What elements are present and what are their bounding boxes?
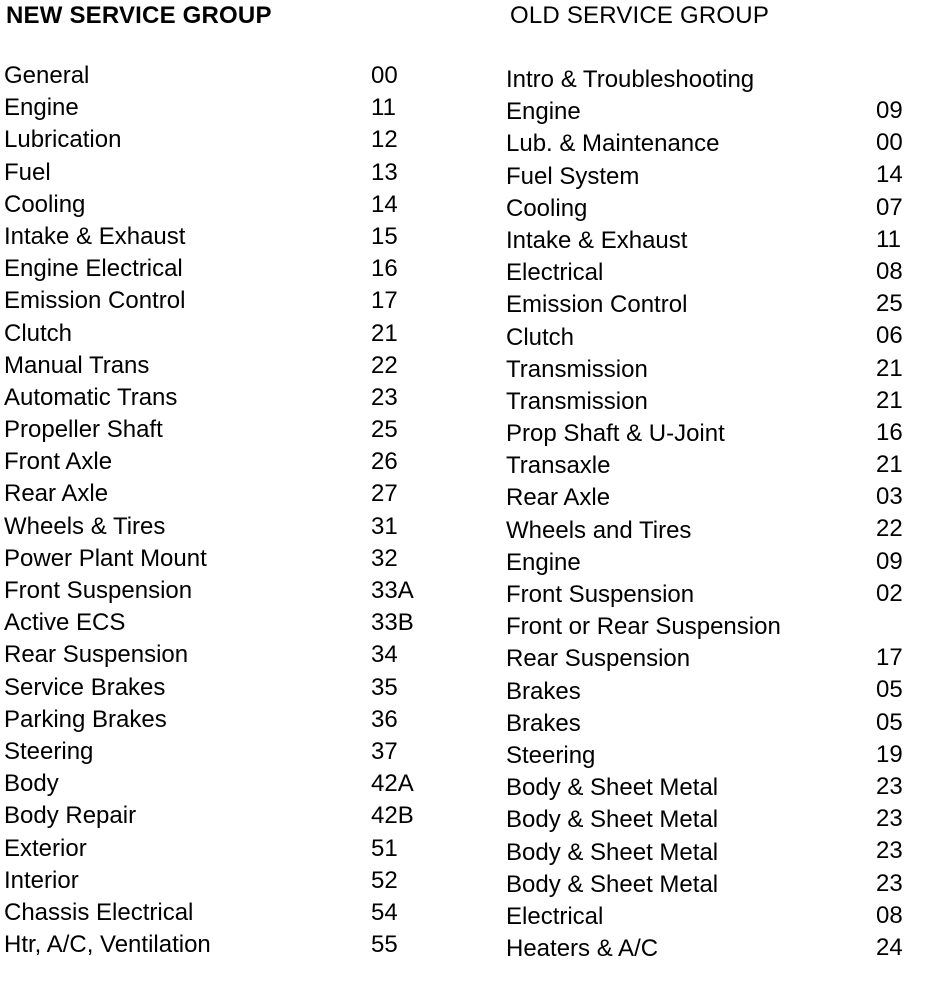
old-group-code: 05 bbox=[876, 676, 903, 704]
old-group-code: 25 bbox=[876, 290, 903, 318]
new-group-name-column bbox=[4, 60, 211, 961]
old-group-name: Rear Suspension bbox=[506, 645, 691, 673]
new-group-code: 32 bbox=[371, 544, 398, 572]
new-group-name: Intake & Exhaust bbox=[4, 222, 186, 250]
new-group-name: Fuel bbox=[4, 158, 51, 186]
old-group-code: 21 bbox=[876, 451, 903, 479]
old-group-name: Transaxle bbox=[506, 452, 611, 480]
old-group-code: 03 bbox=[876, 483, 903, 511]
new-group-code: 22 bbox=[371, 351, 398, 379]
new-group-name: Propeller Shaft bbox=[4, 416, 163, 444]
new-group-name: Rear Axle bbox=[4, 480, 109, 508]
old-group-code bbox=[876, 610, 903, 642]
old-group-name: Intro & Troubleshooting bbox=[506, 66, 755, 93]
new-group-code: 13 bbox=[371, 158, 398, 186]
new-group-name: Lubrication bbox=[4, 126, 122, 154]
old-group-name: Intake & Exhaust bbox=[506, 226, 688, 254]
new-group-code: 42A bbox=[371, 770, 414, 798]
old-group-name: Heaters & A/C bbox=[506, 935, 659, 963]
old-group-name: Body & Sheet Metal bbox=[506, 870, 719, 898]
old-group-code: 16 bbox=[876, 418, 903, 446]
old-group-name: Engine bbox=[506, 548, 581, 576]
old-group-name: Fuel System bbox=[506, 162, 640, 190]
old-group-name: Cooling bbox=[506, 194, 588, 222]
old-group-code: 08 bbox=[876, 257, 903, 285]
new-group-code: 11 bbox=[371, 94, 396, 122]
new-group-code: 35 bbox=[371, 673, 398, 701]
old-group-code: 07 bbox=[876, 193, 903, 221]
new-group-name: Steering bbox=[4, 737, 94, 765]
old-group-name: Steering bbox=[506, 741, 596, 769]
old-group-code bbox=[876, 964, 903, 996]
new-group-code-column bbox=[371, 60, 414, 961]
new-group-name: Interior bbox=[4, 866, 79, 894]
old-group-code: 23 bbox=[876, 772, 903, 800]
new-group-code: 42B bbox=[371, 802, 414, 830]
new-group-code: 34 bbox=[371, 641, 398, 669]
old-group-code: 21 bbox=[876, 354, 903, 382]
old-group-name: Clutch bbox=[506, 323, 575, 351]
new-group-code: 51 bbox=[371, 834, 398, 862]
old-group-name: Body & Sheet Metal bbox=[506, 838, 719, 866]
new-group-name: Engine bbox=[4, 94, 79, 122]
new-group-name: General bbox=[4, 62, 90, 89]
new-group-code: 25 bbox=[371, 416, 398, 444]
new-group-name: Exterior bbox=[4, 834, 87, 862]
new-group-name: Wheels & Tires bbox=[4, 512, 166, 540]
new-group-name: Manual Trans bbox=[4, 351, 150, 379]
new-group-code: 27 bbox=[371, 480, 398, 508]
old-group-code: 02 bbox=[876, 579, 903, 607]
old-group-name: Brakes bbox=[506, 677, 581, 705]
new-group-code: 55 bbox=[371, 931, 398, 959]
old-group-code: 09 bbox=[876, 547, 903, 575]
old-group-name: Electrical bbox=[506, 259, 604, 287]
old-group-code: 17 bbox=[876, 644, 903, 672]
old-group-code: 09 bbox=[876, 97, 903, 124]
old-group-name: Body & Sheet Metal bbox=[506, 774, 719, 802]
old-group-name-column bbox=[506, 64, 781, 965]
old-group-code: 19 bbox=[876, 740, 903, 768]
old-group-code: 22 bbox=[876, 515, 903, 543]
new-group-name: Service Brakes bbox=[4, 673, 166, 701]
new-group-name: Power Plant Mount bbox=[4, 544, 207, 572]
old-group-code: 06 bbox=[876, 322, 903, 350]
new-group-name: Engine Electrical bbox=[4, 255, 183, 283]
old-group-code: 23 bbox=[876, 805, 903, 833]
old-group-name: Transmission bbox=[506, 387, 648, 415]
new-group-code: 33A bbox=[371, 577, 414, 604]
new-group-code: 16 bbox=[371, 255, 398, 283]
old-group-name: Electrical bbox=[506, 902, 604, 930]
new-group-name: Automatic Trans bbox=[4, 383, 178, 411]
new-group-name: Body bbox=[4, 770, 59, 798]
old-group-code-column bbox=[876, 95, 903, 996]
old-group-name: Lub. & Maintenance bbox=[506, 130, 720, 158]
new-group-name: Chassis Electrical bbox=[4, 898, 194, 926]
new-group-name: Body Repair bbox=[4, 802, 137, 830]
old-group-code: 23 bbox=[876, 837, 903, 865]
new-group-code: 14 bbox=[371, 190, 398, 218]
old-group-name: Front or Rear Suspension bbox=[506, 613, 781, 641]
new-group-name: Front Axle bbox=[4, 448, 113, 476]
new-group-code: 37 bbox=[371, 737, 398, 765]
old-group-code: 08 bbox=[876, 901, 903, 929]
old-group-name: Brakes bbox=[506, 709, 581, 737]
old-group-name: Wheels and Tires bbox=[506, 516, 692, 544]
new-group-code: 15 bbox=[371, 222, 398, 250]
new-group-code: 26 bbox=[371, 448, 398, 476]
new-group-code: 12 bbox=[371, 126, 398, 154]
new-service-group-heading: NEW SERVICE GROUP bbox=[6, 2, 272, 29]
old-group-name: Emission Control bbox=[506, 291, 688, 319]
old-group-code: 21 bbox=[876, 386, 903, 414]
old-group-code: 11 bbox=[876, 225, 901, 253]
old-service-group-heading: OLD SERVICE GROUP bbox=[510, 2, 770, 29]
old-group-code: 00 bbox=[876, 129, 903, 157]
new-group-name: Front Suspension bbox=[4, 577, 193, 604]
new-group-code: 21 bbox=[371, 319, 398, 347]
old-group-name: Engine bbox=[506, 98, 581, 126]
new-group-name: Parking Brakes bbox=[4, 705, 167, 733]
old-group-name: Transmission bbox=[506, 355, 648, 383]
new-group-name: Clutch bbox=[4, 319, 73, 347]
old-group-name: Front Suspension bbox=[506, 581, 695, 608]
new-group-code: 33B bbox=[371, 609, 414, 637]
new-group-code: 52 bbox=[371, 866, 398, 894]
new-group-name: Cooling bbox=[4, 190, 86, 218]
old-group-name: Prop Shaft & U-Joint bbox=[506, 420, 725, 448]
old-group-code: 24 bbox=[876, 933, 903, 961]
new-group-code: 54 bbox=[371, 898, 398, 926]
old-group-name: Body & Sheet Metal bbox=[506, 806, 719, 834]
old-group-code: 23 bbox=[876, 869, 903, 897]
new-group-code: 36 bbox=[371, 705, 398, 733]
new-group-name: Rear Suspension bbox=[4, 641, 189, 669]
new-group-code: 31 bbox=[371, 512, 398, 540]
new-group-code: 00 bbox=[371, 62, 398, 89]
new-group-name: Htr, A/C, Ventilation bbox=[4, 931, 211, 959]
old-group-code: 14 bbox=[876, 161, 903, 189]
new-group-code: 23 bbox=[371, 383, 398, 411]
new-group-name: Emission Control bbox=[4, 287, 186, 315]
new-group-code: 17 bbox=[371, 287, 398, 315]
new-group-name: Active ECS bbox=[4, 609, 126, 637]
old-group-name: Rear Axle bbox=[506, 484, 611, 512]
old-group-code: 05 bbox=[876, 708, 903, 736]
